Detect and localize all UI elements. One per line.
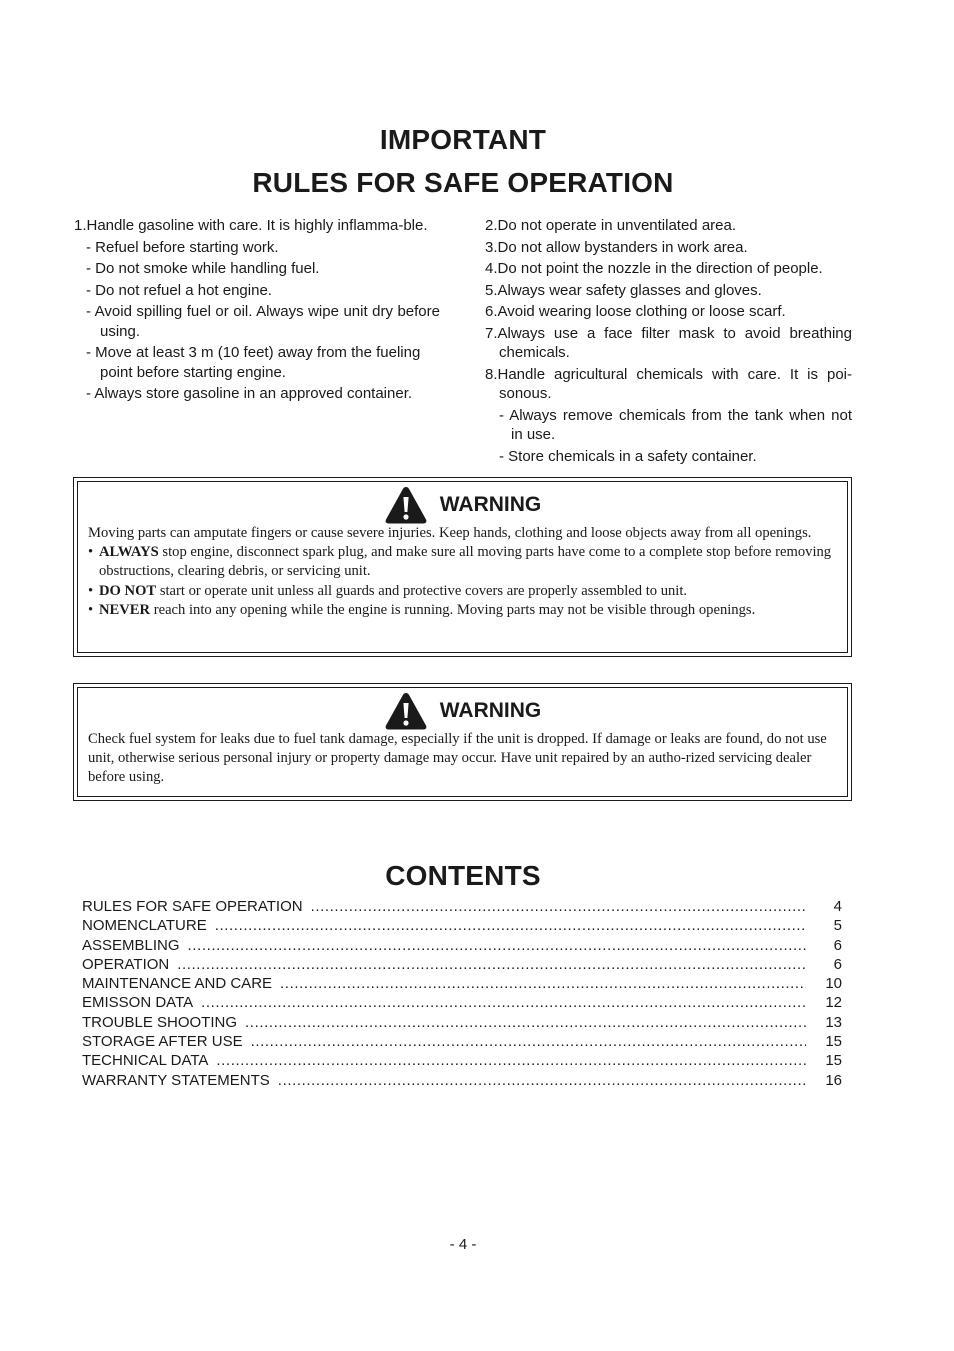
toc-leader-dots: [311, 897, 806, 916]
rule-sub-item: - Do not refuel a hot engine.: [86, 281, 272, 299]
warning-bullet: • NEVER reach into any opening while the engine is running. Moving parts may not be visible through openings.: [88, 601, 756, 618]
toc-entry[interactable]: [82, 1013, 842, 1032]
toc-entry-page: 13: [825, 1013, 842, 1031]
bullet-text: start or operate unit unless all guards and protective covers are properly assembled to unit.: [156, 582, 688, 599]
title-important: IMPORTANT: [379, 124, 547, 155]
toc-leader-dots: [201, 993, 806, 1012]
bullet-keyword: NEVER: [99, 601, 151, 618]
rule-sub-item: - Avoid spilling fuel or oil. Always wipe unit dry before using.: [86, 303, 440, 340]
toc-entry[interactable]: [82, 974, 842, 993]
toc-leader-dots: [245, 1013, 806, 1032]
toc-entry[interactable]: [82, 1051, 842, 1070]
warning-box-moving-parts: [73, 477, 852, 657]
rule-sub-item: - Always store gasoline in an approved container.: [86, 385, 413, 402]
toc-entry-name: WARRANTY STATEMENTS: [82, 1071, 270, 1089]
toc-entry-name: STORAGE AFTER USE: [82, 1033, 243, 1051]
toc-entry-name: RULES FOR SAFE OPERATION: [82, 898, 303, 915]
toc-entry-page: 4: [833, 898, 842, 915]
rule-item-3: 3.Do not allow bystanders in work area.: [485, 238, 748, 256]
toc-entry[interactable]: [82, 955, 842, 974]
toc-entry-page: 15: [825, 1033, 842, 1051]
toc-entry[interactable]: [82, 1071, 842, 1090]
toc-entry[interactable]: [82, 936, 842, 955]
toc-leader-dots: [216, 1051, 806, 1070]
contents-title: CONTENTS: [385, 860, 541, 891]
warning-label: WARNING: [439, 493, 542, 516]
rule-sub-item: - Store chemicals in a safety container.: [499, 447, 757, 465]
rule-item-8: 8.Handle agricultural chemicals with care. It is poi-sonous.: [485, 365, 852, 402]
rules-left-column: [74, 216, 440, 406]
warning-header: [88, 692, 837, 730]
toc-entry-name: ASSEMBLING: [82, 936, 180, 954]
toc-entry-page: 15: [825, 1052, 842, 1070]
toc-entry[interactable]: [82, 916, 842, 935]
toc-leader-dots: [280, 974, 806, 993]
warning-triangle-icon: [384, 691, 428, 731]
warning-bullet: • ALWAYS stop engine, disconnect spark plug, and make sure all moving parts have come to a complete stop before removing obstructions, clearing debris, or servicing unit.: [88, 544, 832, 580]
bullet-text: reach into any opening while the engine is running. Moving parts may not be visible through openings.: [150, 601, 756, 618]
toc-entry-page: 6: [833, 955, 842, 973]
toc-entry-page: 16: [825, 1071, 842, 1089]
table-of-contents: [82, 897, 842, 1090]
rule-sub-item: - Always remove chemicals from the tank when not in use.: [499, 406, 852, 443]
toc-entry-name: OPERATION: [82, 955, 170, 973]
warning-intro: Moving parts can amputate fingers or cause severe injuries. Keep hands, clothing and loose objects away from all openings.: [88, 525, 812, 541]
toc-leader-dots: [188, 936, 806, 955]
bullet-keyword: DO NOT: [99, 582, 157, 599]
rule-item-2: 2.Do not operate in unventilated area.: [485, 217, 737, 234]
toc-entry-name: TROUBLE SHOOTING: [82, 1013, 238, 1031]
toc-entry-name: TECHNICAL DATA: [82, 1052, 209, 1070]
warning-bullet: • DO NOT start or operate unit unless all guards and protective covers are properly assembled to unit.: [88, 582, 688, 599]
toc-leader-dots: [251, 1032, 806, 1051]
rule-sub-item: - Move at least 3 m (10 feet) away from the fueling point before starting engine.: [86, 344, 421, 381]
rule-item-1: 1.Handle gasoline with care. It is highly inflamma-ble.: [74, 217, 428, 234]
toc-entry-name: EMISSON DATA: [82, 994, 194, 1012]
title-rules-for-safe-operation: RULES FOR SAFE OPERATION: [252, 167, 674, 198]
warning-text: Check fuel system for leaks due to fuel tank damage, especially if the unit is dropped. If damage or leaks are found, do not use unit, otherwise serious personal injury or property damage may occur. Have unit repaired by an autho-rized servicing dealer before using.: [88, 731, 827, 786]
rule-item-5: 5.Always wear safety glasses and gloves.: [485, 281, 762, 299]
bullet-text: stop engine, disconnect spark plug, and make sure all moving parts have come to a complete stop before removing obstructions, clearing debris, or servicing unit.: [99, 544, 832, 580]
rule-sub-item: - Refuel before starting work.: [86, 238, 279, 256]
warning-label: WARNING: [439, 699, 542, 722]
toc-leader-dots: [215, 916, 806, 935]
toc-leader-dots: [177, 955, 806, 974]
toc-leader-dots: [278, 1071, 806, 1090]
toc-entry-page: 6: [833, 936, 842, 954]
rule-item-6: 6.Avoid wearing loose clothing or loose scarf.: [485, 303, 786, 320]
toc-entry[interactable]: [82, 897, 842, 916]
rule-item-7: 7.Always use a face filter mask to avoid breathing chemicals.: [485, 324, 852, 361]
rules-right-column: [485, 216, 852, 468]
toc-entry-page: 5: [833, 917, 842, 935]
rule-item-4: 4.Do not point the nozzle in the direction of people.: [485, 260, 823, 277]
toc-entry[interactable]: [82, 993, 842, 1012]
toc-entry[interactable]: [82, 1032, 842, 1051]
rule-sub-item: - Do not smoke while handling fuel.: [86, 260, 320, 277]
bullet-keyword: ALWAYS: [99, 544, 159, 561]
warning-header: [88, 486, 837, 524]
warning-triangle-icon: [384, 485, 428, 525]
toc-entry-page: 10: [825, 975, 842, 993]
toc-entry-name: NOMENCLATURE: [82, 917, 207, 935]
page-number: - 4 -: [449, 1236, 477, 1253]
toc-entry-page: 12: [825, 994, 842, 1012]
warning-box-fuel-leaks: [73, 683, 852, 801]
toc-entry-name: MAINTENANCE AND CARE: [82, 975, 273, 993]
